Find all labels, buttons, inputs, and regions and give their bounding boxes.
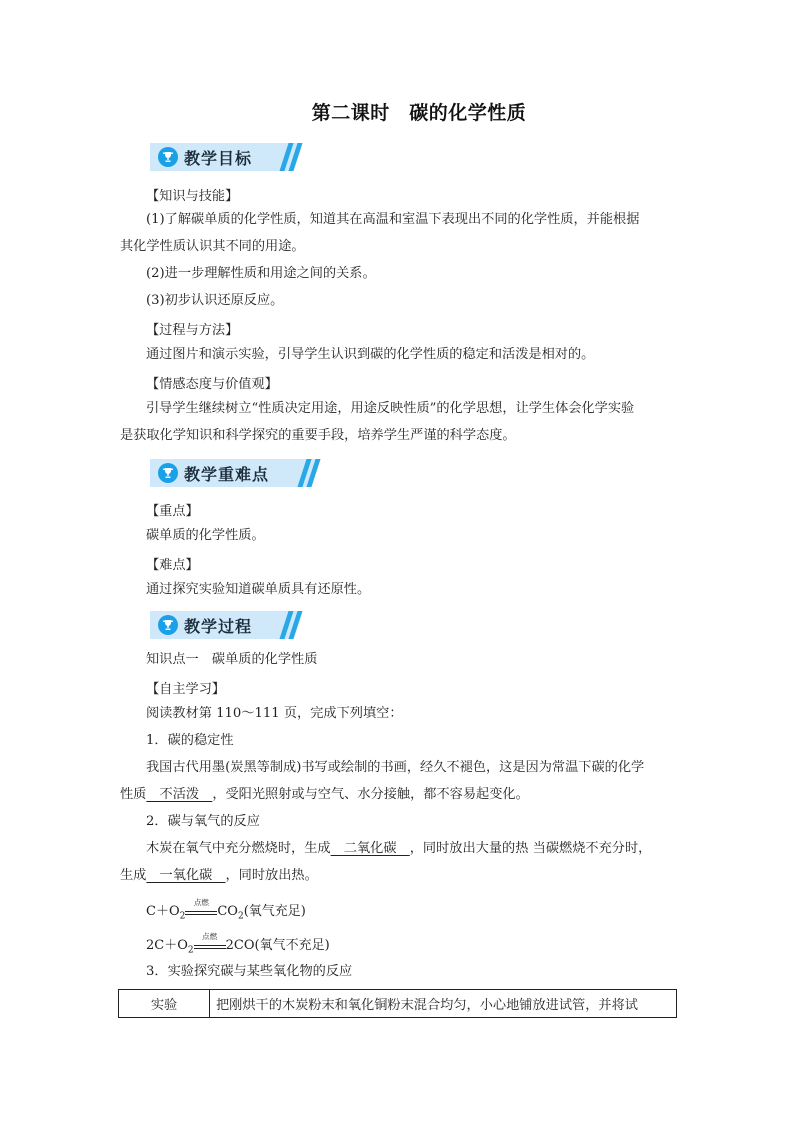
subheading-difficulty: 【难点】 [146,558,199,573]
subheading-self-study: 【自主学习】 [146,682,226,697]
equation-incomplete-combustion: $2C+O_2$ 点燃 2CO(氧气不充足) [146,932,330,956]
section-banner-goals [150,143,300,171]
table-row [119,990,677,1018]
section-banner-keypoints [150,459,318,487]
paragraph: 生成 一氧化碳 ，同时放出热。 [120,868,318,883]
fill-answer: 一氧化碳 [146,868,226,883]
paragraph: 性质 不活泼 ，受阳光照射或与空气、水分接触，都不容易起变化。 [120,787,529,802]
paragraph: 木炭在氧气中充分燃烧时，生成 二氧化碳 ，同时放出大量的热 当碳燃烧不充分时， [146,841,652,856]
paragraph: 是获取化学知识和科学探究的重要手段，培养学生严谨的科学态度。 [120,428,516,443]
section-title-process: 教学过程 [184,617,253,636]
item-heading: 3．实验探究碳与某些氧化物的反应 [146,964,353,979]
paragraph: 引导学生继续树立“性质决定用途，用途反映性质”的化学思想，让学生体会化学实验 [146,401,635,416]
fill-answer: 不活泼 [146,787,213,802]
paragraph: 我国古代用墨(炭黑等制成)书写或绘制的书画，经久不褪色，这是因为常温下碳的化学 [146,760,645,775]
fill-answer: 二氧化碳 [330,841,410,856]
equation-complete-combustion: $C+O_2$ 点燃 $CO_2$(氧气充足) [146,898,306,922]
item-heading: 1．碳的稳定性 [146,733,234,748]
experiment-table [118,989,677,1018]
trophy-icon [158,463,178,483]
paragraph: 通过探究实验知道碳单质具有还原性。 [146,582,371,597]
subheading-knowledge: 【知识与技能】 [146,189,239,204]
subheading-attitude: 【情感态度与价值观】 [146,377,278,392]
item-heading: 2．碳与氧气的反应 [146,814,260,829]
table-cell-content: 把刚烘干的木炭粉末和氧化铜粉末混合均匀，小心地铺放进试管，并将试 [210,990,677,1018]
paragraph: (2)进一步理解性质和用途之间的关系。 [146,266,376,281]
paragraph: 其化学性质认识其不同的用途。 [120,239,305,254]
knowledge-point-title: 知识点一 碳单质的化学性质 [146,652,318,667]
paragraph: 阅读教材第 110～111 页，完成下列填空： [146,706,403,721]
section-banner-process [150,611,300,639]
section-title-goals: 教学目标 [184,149,253,168]
section-title-keypoints: 教学重难点 [184,465,270,484]
trophy-icon [158,147,178,167]
page-title: 第二课时 碳的化学性质 [311,102,527,124]
paragraph: 碳单质的化学性质。 [146,528,265,543]
table-cell-label: 实验 [119,990,210,1018]
paragraph: (1)了解碳单质的化学性质，知道其在高温和室温下表现出不同的化学性质，并能根据 [146,212,640,227]
subheading-process-method: 【过程与方法】 [146,323,239,338]
subheading-key: 【重点】 [146,504,199,519]
paragraph: (3)初步认识还原反应。 [146,293,284,308]
trophy-icon [158,615,178,635]
paragraph: 通过图片和演示实验，引导学生认识到碳的化学性质的稳定和活泼是相对的。 [146,347,595,362]
